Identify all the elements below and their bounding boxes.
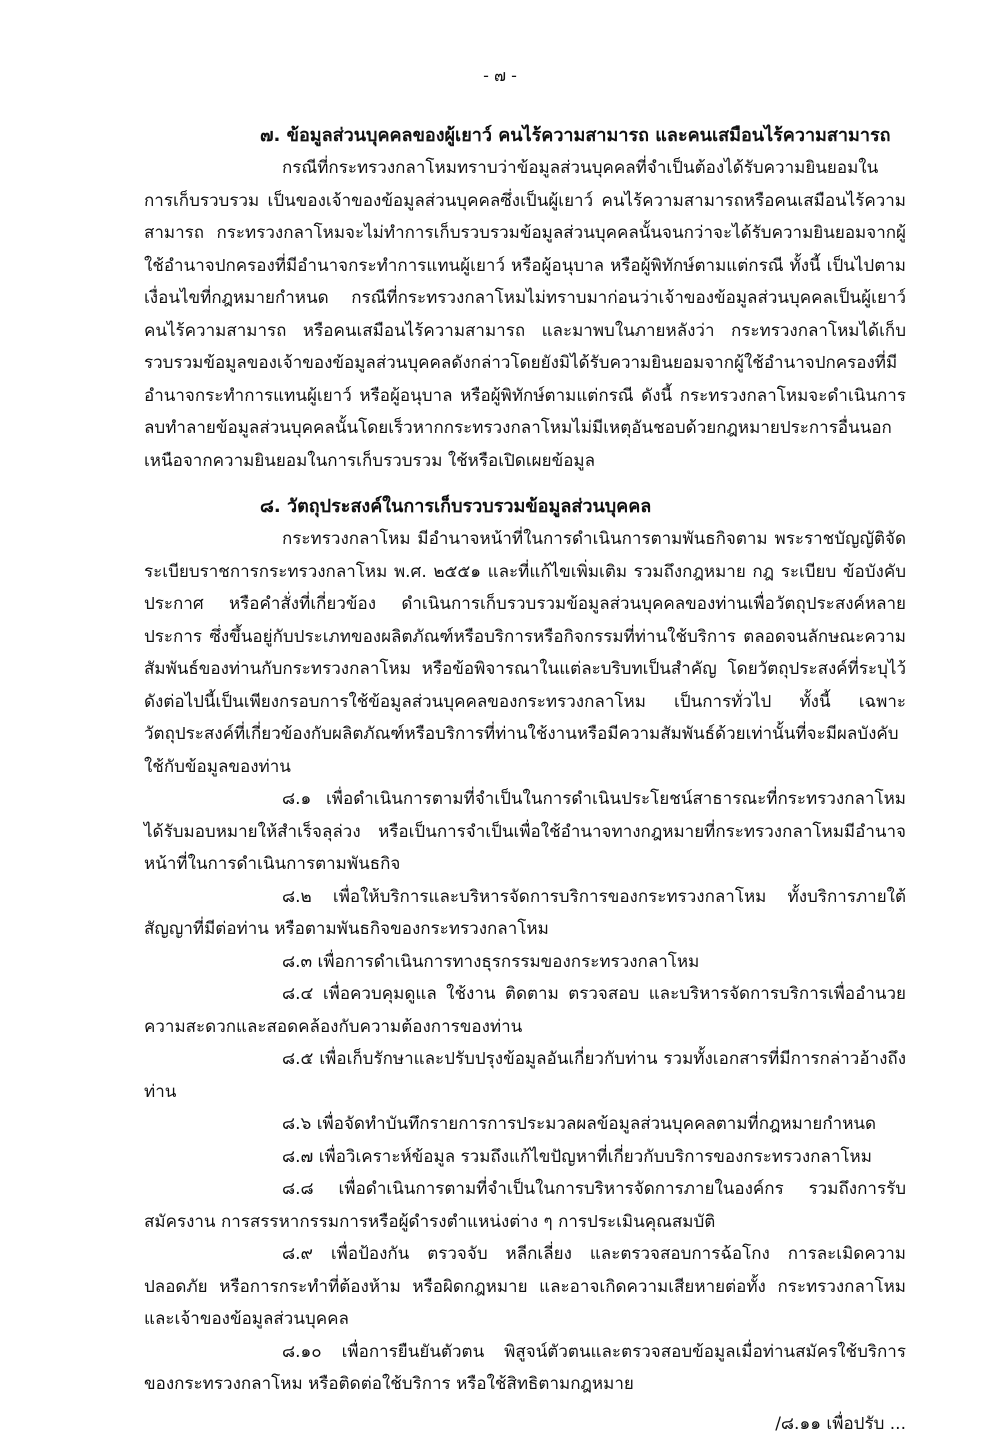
section-7-heading: ๗. ข้อมูลส่วนบุคคลของผู้เยาว์ คนไร้ความสามารถ และคนเสมือนไร้ความสามารถ [260, 125, 891, 146]
section-7-paragraph: กรณีที่กระทรวงกลาโหมทราบว่าข้อมูลส่วนบุคคลที่จำเป็นต้องได้รับความยินยอมในการเก็บรวบรวม เป็นของเจ้าของข้อมูลส่วนบุคคลซึ่งเป็นผู้เยาว์ คนไร้ความสามารถหรือคนเสมือนไร้ความสามารถ กระทรวงกลาโหมจะไม่ทำการเก็บรวบรวมข้อมูลส่วนบุคคลนั้นจนกว่าจะได้รับความยินยอมจากผู้ใช้อำนาจปกครองที่มีอำนาจกระทำการแทนผู้เยาว์ หรือผู้อนุบาล หรือผู้พิทักษ์ตามแต่กรณี ทั้งนี้ เป็นไปตามเงื่อนไขที่กฎหมายกำหนด กรณีที่กระทรวงกลาโหมไม่ทราบมาก่อนว่าเจ้าของข้อมูลส่วนบุคคลเป็นผู้เยาว์ คนไร้ความสามารถ หรือคนเสมือนไร้ความสามารถ และมาพบในภายหลังว่า กระทรวงกลาโหมได้เก็บรวบรวมข้อมูลของเจ้าของข้อมูลส่วนบุคคลดังกล่าวโดยยังมิได้รับความยินยอมจากผู้ใช้อำนาจปกครองที่มีอำนาจกระทำการแทนผู้เยาว์ หรือผู้อนุบาล หรือผู้พิทักษ์ตามแต่กรณี ดังนี้ กระทรวงกลาโหมจะดำเนินการลบทำลายข้อมูลส่วนบุคคลนั้นโดยเร็วหากกระทรวงกลาโหมไม่มีเหตุอันชอบด้วยกฎหมายประการอื่นนอกเหนือจากความยินยอมในการเก็บรวบรวม ใช้หรือเปิดเผยข้อมูล [144, 158, 906, 471]
section-8-item-6: ๘.๖ เพื่อจัดทำบันทึกรายการการประมวลผลข้อมูลส่วนบุคคลตามที่กฎหมายกำหนด [282, 1114, 877, 1134]
document-body [144, 120, 906, 1439]
section-8-item-8: ๘.๘ เพื่อดำเนินการตามที่จำเป็นในการบริหารจัดการภายในองค์กร รวมถึงการรับสมัครงาน การสรรหากรรมการหรือผู้ดำรงตำแหน่งต่าง ๆ การประเมินคุณสมบัติ [144, 1179, 906, 1232]
section-8-item-5: ๘.๕ เพื่อเก็บรักษาและปรับปรุงข้อมูลอันเกี่ยวกับท่าน รวมทั้งเอกสารที่มีการกล่าวอ้างถึงท่าน [144, 1049, 906, 1102]
section-8-item-7: ๘.๗ เพื่อวิเคราะห์ข้อมูล รวมถึงแก้ไขปัญหาที่เกี่ยวกับบริการของกระทรวงกลาโหม [282, 1146, 872, 1167]
section-8-heading: ๘. วัตถุประสงค์ในการเก็บรวบรวมข้อมูลส่วนบุคคล [260, 496, 652, 517]
section-8-item-9: ๘.๙ เพื่อป้องกัน ตรวจจับ หลีกเลี่ยง และตรวจสอบการฉ้อโกง การละเมิดความปลอดภัย หรือการกระทำที่ต้องห้าม หรือผิดกฎหมาย และอาจเกิดความเสียหายต่อทั้ง กระทรวงกลาโหม และเจ้าของข้อมูลส่วนบุคคล [144, 1244, 906, 1329]
section-8-item-1: ๘.๑ เพื่อดำเนินการตามที่จำเป็นในการดำเนินประโยชน์สาธารณะที่กระทรวงกลาโหมได้รับมอบหมายให้สำเร็จลุล่วง หรือเป็นการจำเป็นเพื่อใช้อำนาจทางกฎหมายที่กระทรวงกลาโหมมีอำนาจหน้าที่ในการดำเนินการตามพันธกิจ [144, 789, 906, 874]
section-8-item-3: ๘.๓ เพื่อการดำเนินการทางธุรกรรมของกระทรวงกลาโหม [282, 951, 700, 972]
section-8-item-10: ๘.๑๐ เพื่อการยืนยันตัวตน พิสูจน์ตัวตนและตรวจสอบข้อมูลเมื่อท่านสมัครใช้บริการของกระทรวงกลาโหม หรือติดต่อใช้บริการ หรือใช้สิทธิตามกฎหมาย [144, 1341, 906, 1394]
section-8-item-4: ๘.๔ เพื่อควบคุมดูแล ใช้งาน ติดตาม ตรวจสอบ และบริหารจัดการบริการเพื่ออำนวยความสะดวกและสอดคล้องกับความต้องการของท่าน [144, 984, 906, 1037]
section-8-item-2: ๘.๒ เพื่อให้บริการและบริหารจัดการบริการของกระทรวงกลาโหม ทั้งบริการภายใต้สัญญาที่มีต่อท่าน หรือตามพันธกิจของกระทรวงกลาโหม [144, 886, 906, 939]
page-number: - ๗ - [483, 66, 517, 85]
section-spacer [144, 477, 906, 491]
section-8-intro-paragraph: กระทรวงกลาโหม มีอำนาจหน้าที่ในการดำเนินการตามพันธกิจตาม พระราชบัญญัติจัดระเบียบราชการกระทรวงกลาโหม พ.ศ. ๒๕๕๑ และที่แก้ไขเพิ่มเติม รวมถึงกฎหมาย กฎ ระเบียบ ข้อบังคับ ประกาศ หรือคำสั่งที่เกี่ยวข้อง ดำเนินการเก็บรวบรวมข้อมูลส่วนบุคคลของท่านเพื่อวัตถุประสงค์หลายประการ ซึ่งขึ้นอยู่กับประเภทของผลิตภัณฑ์หรือบริการหรือกิจกรรมที่ท่านใช้บริการ ตลอดจนลักษณะความสัมพันธ์ของท่านกับกระทรวงกลาโหม หรือข้อพิจารณาในแต่ละบริบทเป็นสำคัญ โดยวัตถุประสงค์ที่ระบุไว้ดังต่อไปนี้เป็นเพียงกรอบการใช้ข้อมูลส่วนบุคคลของกระทรวงกลาโหม เป็นการทั่วไป ทั้งนี้ เฉพาะวัตถุประสงค์ที่เกี่ยวข้องกับผลิตภัณฑ์หรือบริการที่ท่านใช้งานหรือมีความสัมพันธ์ด้วยเท่านั้นที่จะมีผลบังคับใช้กับข้อมูลของท่าน [144, 529, 906, 777]
continuation-note: /๘.๑๑ เพื่อปรับ ... [775, 1413, 906, 1434]
